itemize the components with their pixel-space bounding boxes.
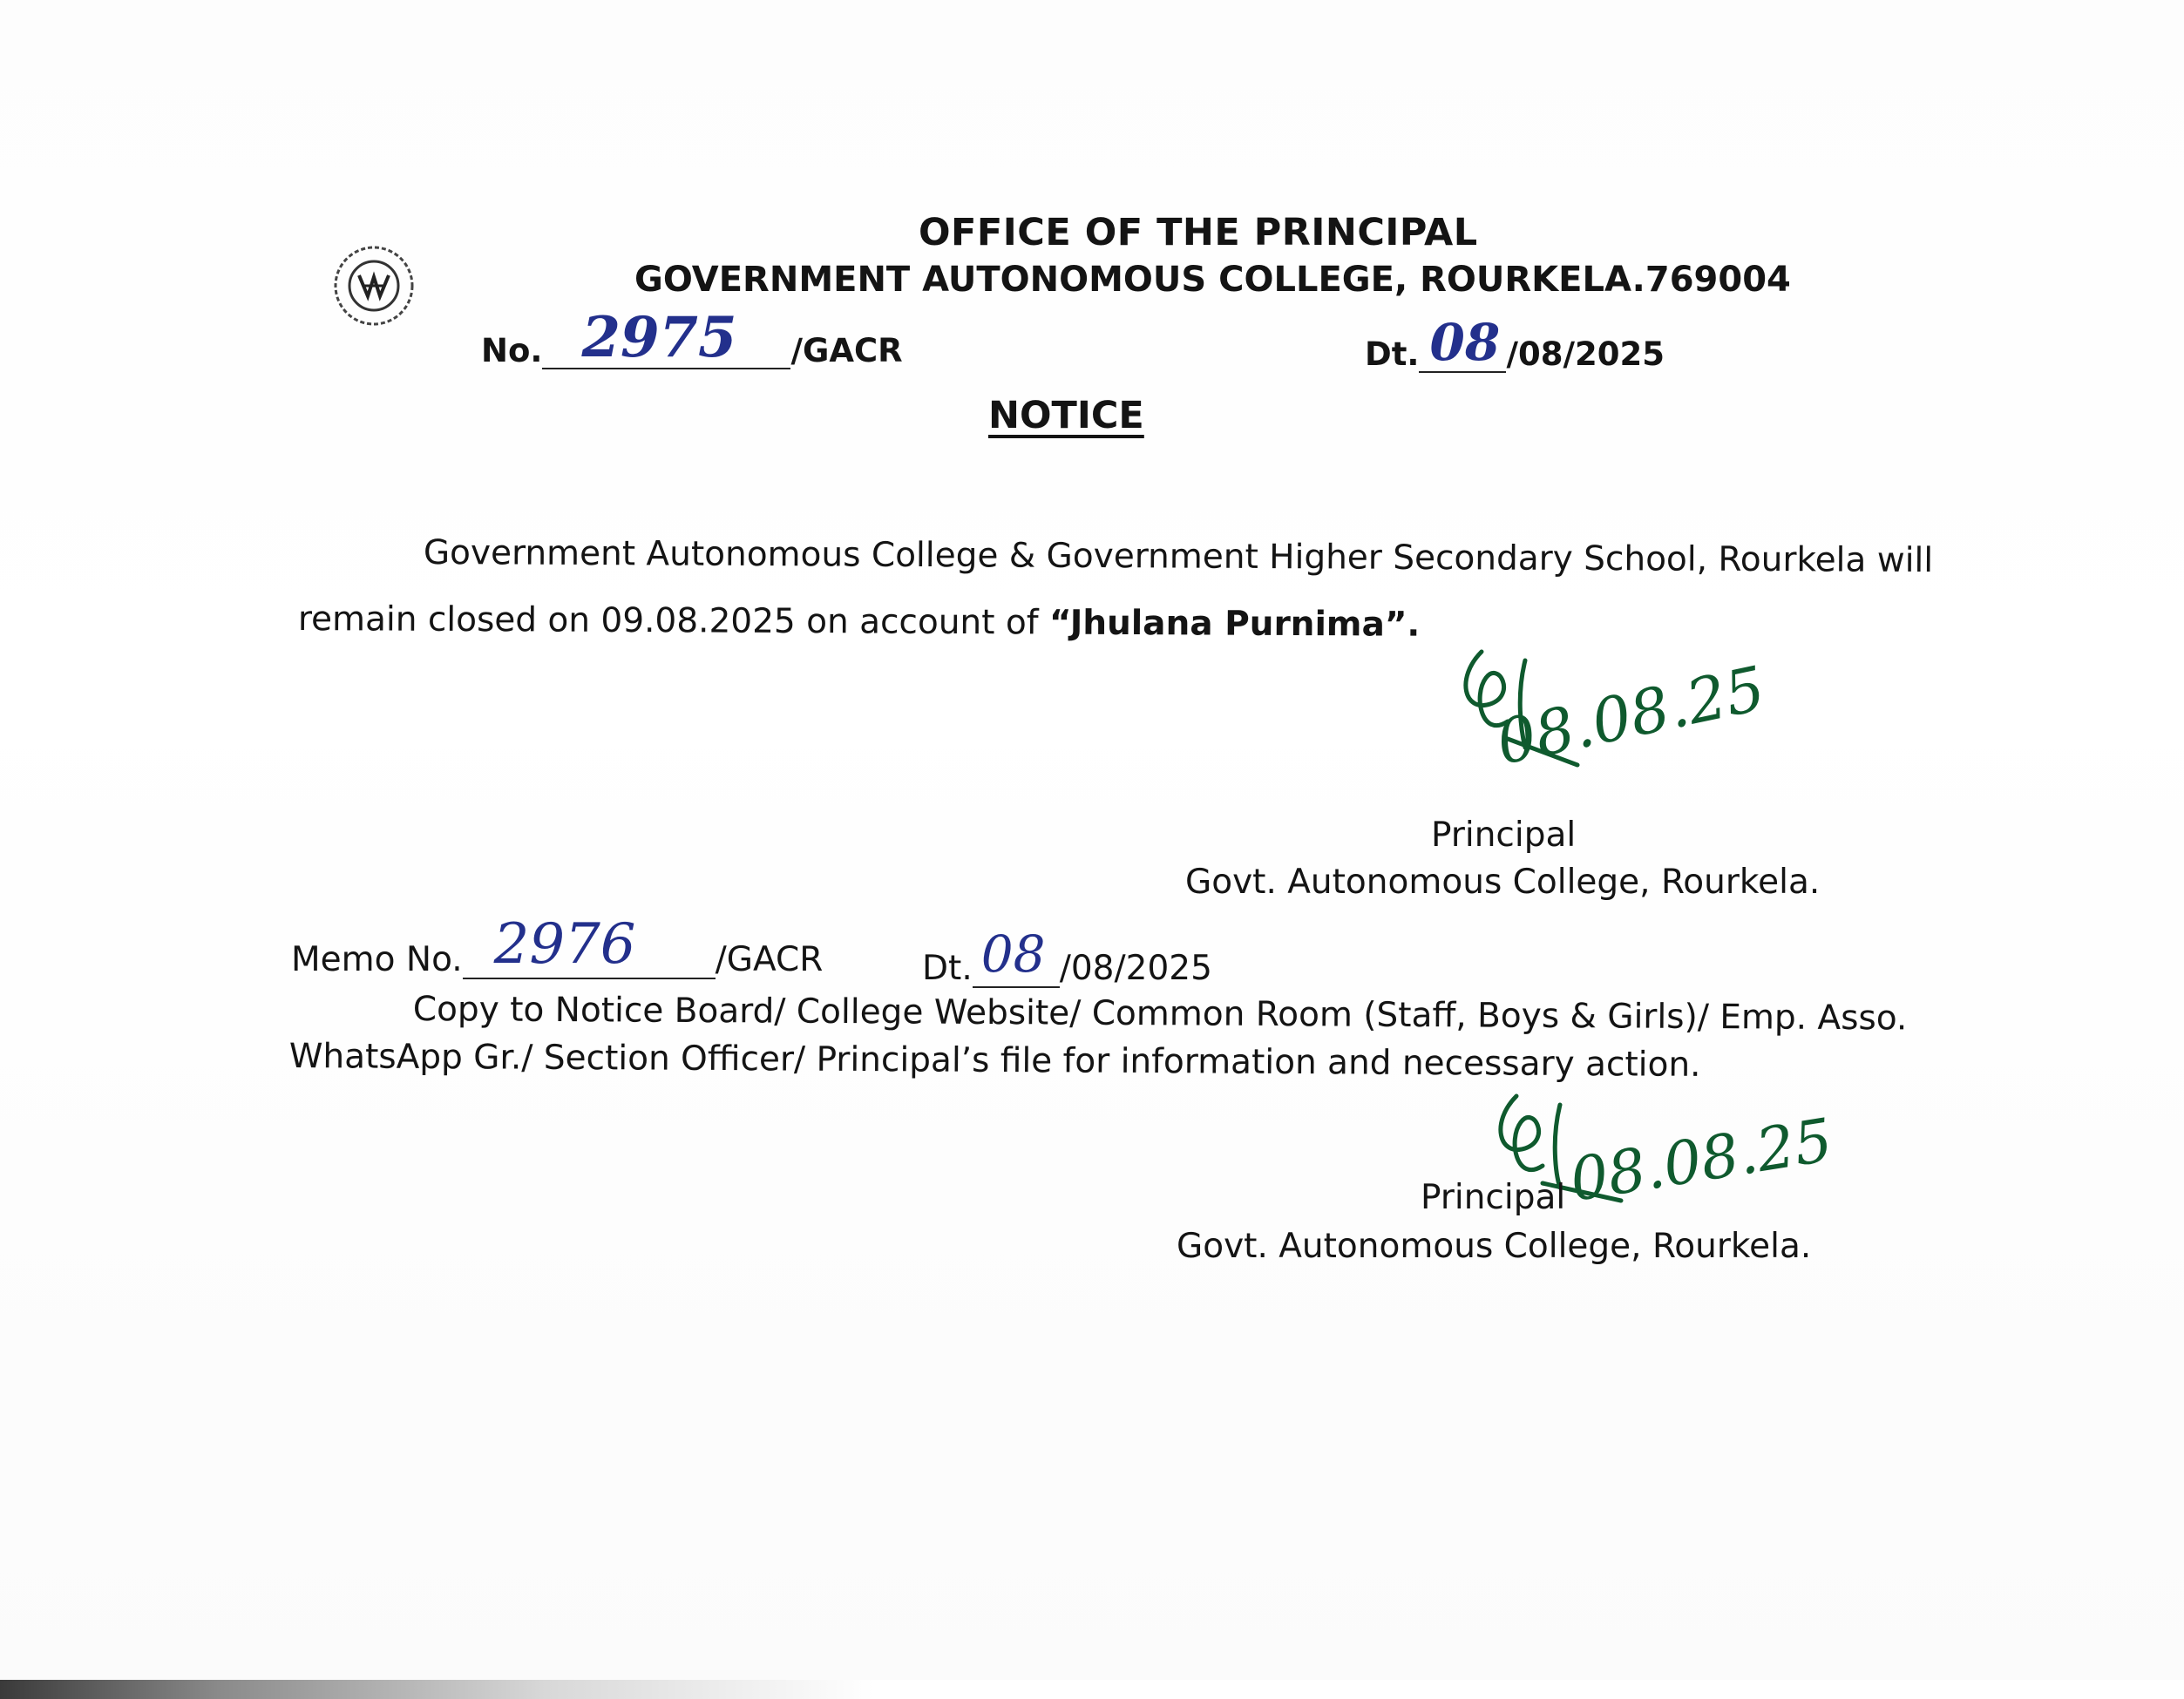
signatory-title-2: Principal [1421,1178,1566,1217]
reference-no-value: 2975 [581,305,737,370]
college-seal-logo [322,242,425,329]
reference-number [481,305,903,370]
notice-title: NOTICE [988,394,1144,437]
notice-body-line-1: Government Autonomous College & Government Higher Secondary School, Rourkela will [423,533,1934,581]
reference-no-label: No. [481,332,543,369]
signatory-org-1: Govt. Autonomous College, Rourkela. [1185,863,1821,902]
reference-date-day: 08 [1429,313,1501,372]
college-heading: GOVERNMENT AUTONOMOUS COLLEGE, ROURKELA.769004 [634,260,1791,300]
signature-date-1: 08.08.25 [1490,652,1772,779]
signature-date-2: 08.08.25 [1565,1106,1837,1215]
memo-body-line-2: WhatsApp Gr./ Section Officer/ Principal’s file for information and necessary action. [288,1037,1701,1085]
memo-no-value: 2976 [493,912,636,977]
memo-no-suffix: /GACR [715,940,824,979]
festival-name: “Jhulana Purnima”. [1048,603,1421,645]
reference-date-suffix: /08/2025 [1506,335,1665,373]
signatory-title-1: Principal [1431,816,1577,855]
reference-no-suffix: /GACR [790,332,903,369]
notice-body-text: remain closed on 09.08.2025 on account of [297,599,1050,643]
signatory-org-2: Govt. Autonomous College, Rourkela. [1177,1227,1812,1266]
memo-body-line-1: Copy to Notice Board/ College Website/ Common Room (Staff, Boys & Girls)/ Emp. Asso. [412,990,1908,1039]
memo-date-suffix: /08/2025 [1059,949,1212,988]
reference-date [1365,313,1665,373]
memo-date [922,924,1212,988]
memo-no-label: Memo No. [291,940,463,979]
memo-date-label: Dt. [922,949,973,988]
memo-number [291,912,824,979]
page-bottom-edge [0,1680,2184,1699]
office-heading: OFFICE OF THE PRINCIPAL [919,211,1478,254]
reference-date-label: Dt. [1365,335,1420,373]
memo-date-day: 08 [980,924,1046,984]
notice-body-line-2 [298,599,1421,645]
